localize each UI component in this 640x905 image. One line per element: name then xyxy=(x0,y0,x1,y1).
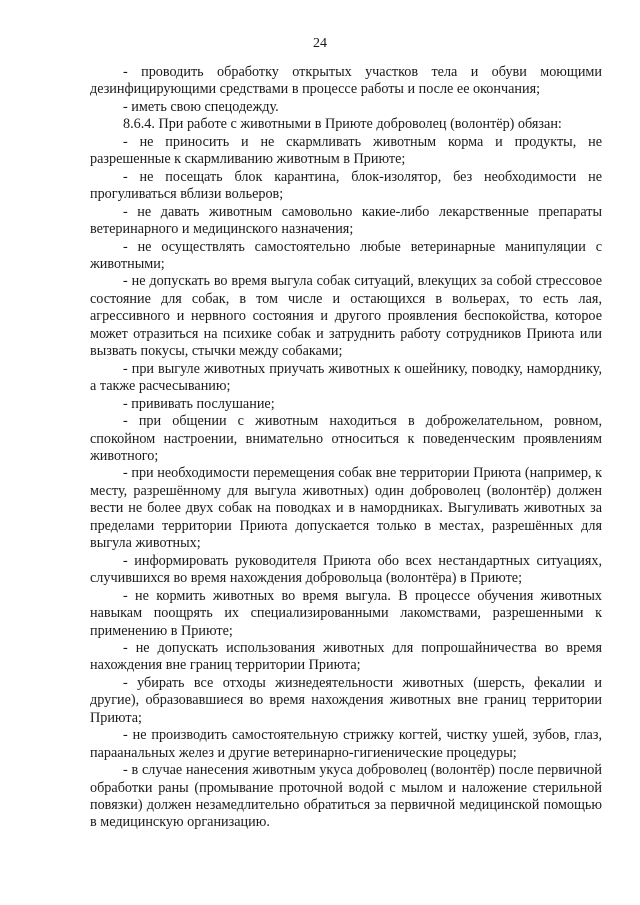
list-item: - при общении с животным находиться в доброжелательном, ровном, спокойном настроении, внимательно относиться к поведенческим проявлениям животного; xyxy=(90,413,602,464)
list-item: - не производить самостоятельную стрижку когтей, чистку ушей, зубов, глаз, параанальных желез и другие ветеринарно-гигиенические процедуры; xyxy=(90,727,602,761)
page-number: 24 xyxy=(313,36,327,51)
list-item: - при необходимости перемещения собак вне территории Приюта (например, к месту, разрешённому для выгула животных) один доброволец (волонтёр) должен вести не более двух собак на поводках и в намордниках. Выгуливать животных за пределами территории Приюта допускается только в местах, разрешённых для выгула животных; xyxy=(90,465,602,552)
list-item: - не осуществлять самостоятельно любые ветеринарные манипуляции с животными; xyxy=(90,238,602,272)
paragraph: - иметь свою спецодежду. xyxy=(123,98,279,115)
list-item: - информировать руководителя Приюта обо всех нестандартных ситуациях, случившихся во время нахождения добровольца (волонтёра) в Приюте; xyxy=(90,552,602,587)
list-item: - не посещать блок карантина, блок-изолятор, без необходимости не прогуливаться вблизи вольеров; xyxy=(90,168,602,203)
list-item: - не давать животным самовольно какие-либо лекарственные препараты ветеринарного и медицинского назначения; xyxy=(90,203,602,238)
list-item: - не кормить животных во время выгула. В процессе обучения животных навыкам поощрять их специализированными лакомствами, разрешенными к применению в Приюте; xyxy=(90,587,602,639)
paragraph: - проводить обработку открытых участков тела и обуви моющими дезинфицирующими средствами в процессе работы и после ее окончания; xyxy=(90,64,602,98)
list-item: - не допускать во время выгула собак ситуаций, влекущих за собой стрессовое состояние для собак, в том числе и остающихся в вольерах, то есть лая, агрессивного и нервного состояния и другого проявления беспокойства, которое может отразиться на психике собак и затруднить работу сотрудников Приюта или вызвать покусы, стычки между собаками; xyxy=(90,273,602,360)
list-item: - не допускать использования животных для попрошайничества во время нахождения вне границ территории Приюта; xyxy=(90,639,602,674)
list-item: - при выгуле животных приучать животных к ошейнику, поводку, наморднику, а также расчесыванию; xyxy=(90,360,602,395)
document-body xyxy=(90,64,602,832)
list-item: - прививать послушание; xyxy=(123,395,275,412)
section-heading: 8.6.4. При работе с животными в Приюте доброволец (волонтёр) обязан: xyxy=(123,116,562,133)
list-item: - убирать все отходы жизнедеятельности животных (шерсть, фекалии и другие), образовавшиеся во время нахождения животных вне границ территории Приюта; xyxy=(90,674,602,726)
list-item: - в случае нанесения животным укуса доброволец (волонтёр) после первичной обработки раны (промывание проточной водой с мылом и наложение стерильной повязки) должен незамедлительно обратиться за первичной медицинской помощью в медицинскую организацию. xyxy=(90,762,602,831)
list-item: - не приносить и не скармливать животным корма и продукты, не разрешенные к скармливанию животным в Приюте; xyxy=(90,133,602,168)
